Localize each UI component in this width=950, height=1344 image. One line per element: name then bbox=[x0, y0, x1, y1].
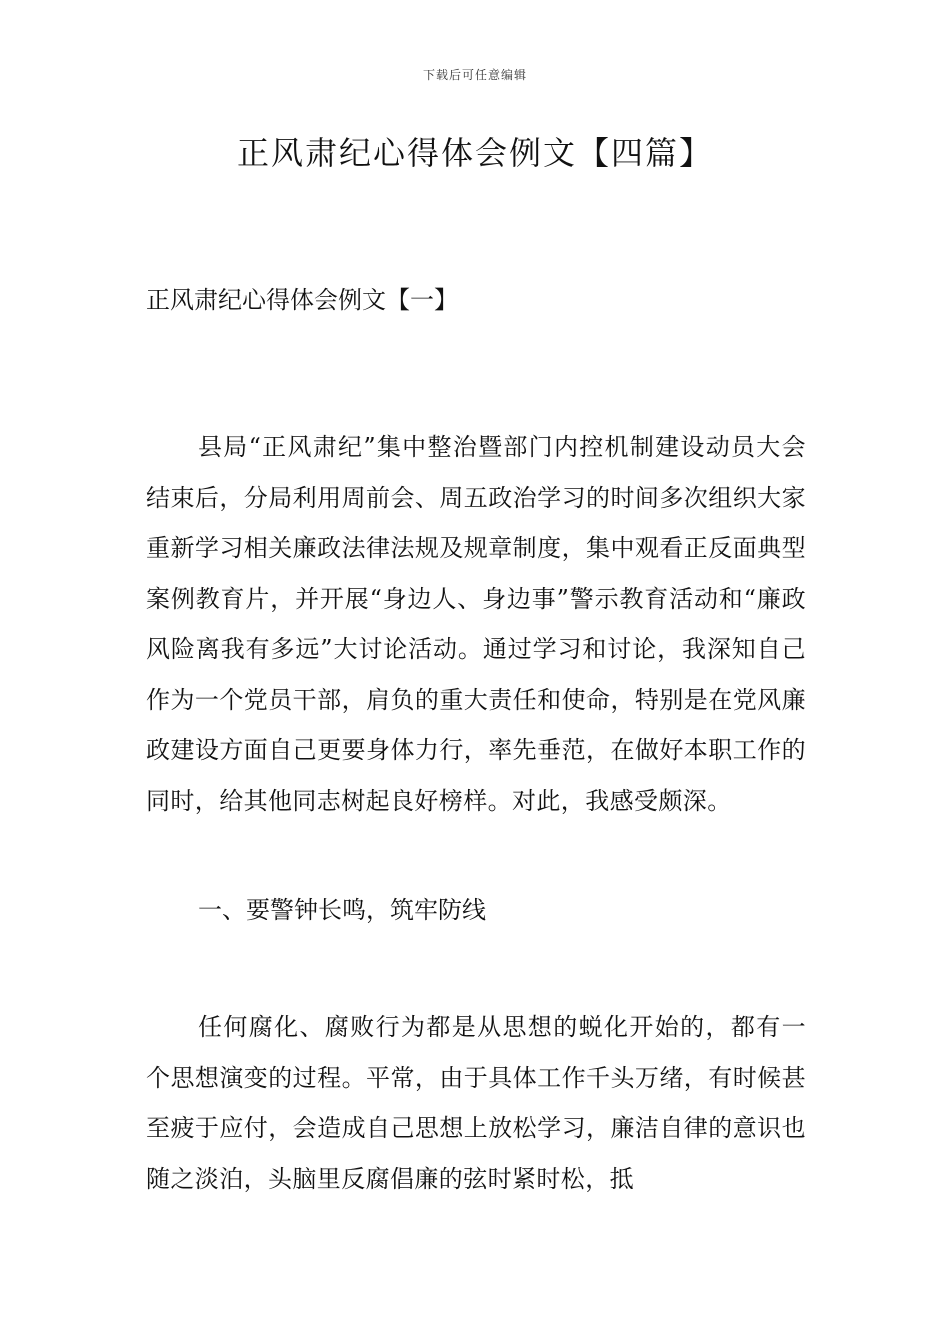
spacer bbox=[146, 318, 806, 422]
spacer bbox=[146, 928, 806, 1002]
document-body bbox=[146, 282, 806, 1204]
body-paragraph: 任何腐化、腐败行为都是从思想的蜕化开始的，都有一个思想演变的过程。平常，由于具体工作千头万绪，有时候甚至疲于应付，会造成自己思想上放松学习，廉洁自律的意识也随之淡泊，头脑里反腐倡廉的弦时紧时松，抵 bbox=[146, 1013, 806, 1193]
header-note: 下载后可任意编辑 bbox=[422, 68, 527, 82]
spacer bbox=[146, 826, 806, 892]
document-title: 正风肃纪心得体会例文【四篇】 bbox=[236, 134, 713, 172]
body-paragraph: 县局“正风肃纪”集中整治暨部门内控机制建设动员大会结束后，分局利用周前会、周五政治学习的时间多次组织大家重新学习相关廉政法律法规及规章制度，集中观看正反面典型案例教育片，并开展“身边人、身边事”警示教育活动和“廉政风险离我有多远”大讨论活动。通过学习和讨论，我深知自己作为一个党员干部，肩负的重大责任和使命，特别是在党风廉政建设方面自己更要身体力行，率先垂范，在做好本职工作的同时，给其他同志树起良好榜样。对此，我感受颇深。 bbox=[146, 433, 806, 815]
sub-heading: 一、要警钟长鸣，筑牢防线 bbox=[198, 896, 486, 924]
section-title: 正风肃纪心得体会例文【一】 bbox=[146, 286, 458, 314]
